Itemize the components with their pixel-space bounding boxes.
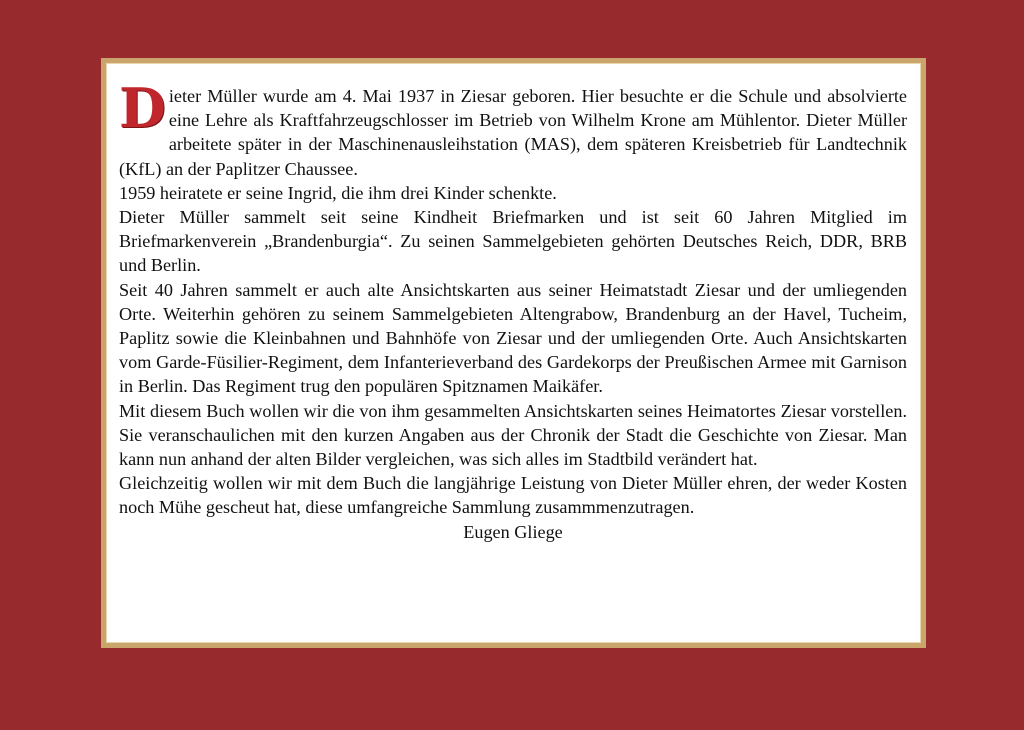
text-panel xyxy=(101,58,926,648)
paragraph-4: Seit 40 Jahren sammelt er auch alte Ansichtskarten aus seiner Heimatstadt Ziesar und der umliegenden Orte. Weiterhin gehören zu seinem Sammelgebieten Altengrabow, Brandenburg an der Havel, Tucheim, Paplitz sowie die Kleinbahnen und Bahnhöfe von Ziesar und der umliegenden Orte. Auch Ansichtskarten vom Garde-Füsilier-Regiment, dem Infanterieverband des Gardekorps der Preußischen Armee mit Garnison in Berlin. Das Regiment trug den populären Spitznamen Maikäfer. xyxy=(119,279,907,397)
author-signature: Eugen Gliege xyxy=(463,521,563,542)
body-text xyxy=(119,76,907,544)
dropcap-initial: D xyxy=(119,76,166,140)
paragraph-3: Dieter Müller sammelt seit seine Kindheit Briefmarken und ist seit 60 Jahren Mitglied im Briefmarkenverein „Brandenburgia“. Zu seinen Sammelgebieten gehörten Deutsches Reich, DDR, BRB und Berlin. xyxy=(119,207,907,276)
paragraph-1-text: ieter Müller wurde am 4. Mai 1937 in Ziesar geboren. Hier besuchte er die Schule und absolvierte eine Lehre als Kraftfahrzeugschlosser im Betrieb von Wilhelm Krone am Mühlentor. Dieter Müller arbeitete später in der Maschinenausleihstation (MAS), dem späteren Kreisbetrieb für Landtechnik (KfL) an der Paplitzer Chaussee. xyxy=(119,86,907,179)
paragraph-5: Mit diesem Buch wollen wir die von ihm gesammelten Ansichtskarten seines Heimatortes Ziesar vorstellen. Sie veranschaulichen mit den kurzen Angaben aus der Chronik der Stadt die Geschichte von Ziesar. Man kann nun anhand der alten Bilder vergleichen, was sich alles im Stadtbild verändert hat. xyxy=(119,400,907,470)
paragraph-2: 1959 heiratete er seine Ingrid, die ihm drei Kinder schenkte. xyxy=(119,182,557,203)
paragraph-1 xyxy=(119,76,907,181)
paragraph-6: Gleichzeitig wollen wir mit dem Buch die langjährige Leistung von Dieter Müller ehren, der weder Kosten noch Mühe gescheut hat, diese umfangreiche Sammlung zusammmenzutragen. xyxy=(119,473,907,518)
